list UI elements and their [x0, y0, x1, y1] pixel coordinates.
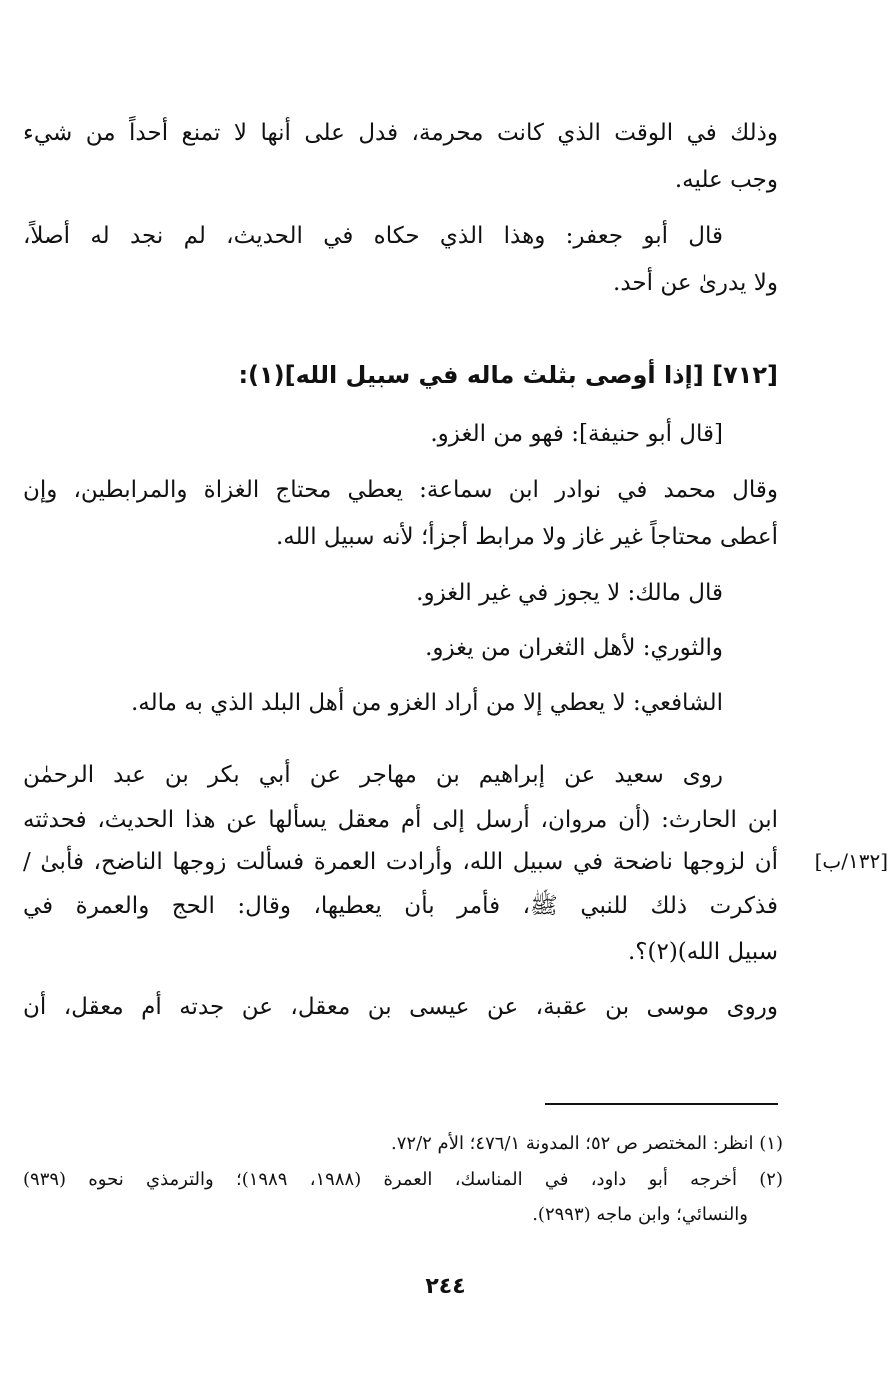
- paragraph-6: والثوري: لأهل الثغران من يغزو.: [425, 635, 723, 661]
- paragraph-1-line-1: وذلك في الوقت الذي كانت محرمة، فدل على أنها لا تمنع أحداً من شيء: [23, 120, 778, 146]
- paragraph-1-line-2: وجب عليه.: [674, 167, 778, 193]
- footnote-1: (١) انظر: المختصر ص ٥٢؛ المدونة ٤٧٦/١؛ الأم ٧٢/٢.: [391, 1133, 783, 1154]
- paragraph-4-line-2: أعطى محتاجاً غير غاز ولا مرابط أجزأ؛ لأنه سبيل الله.: [275, 524, 778, 550]
- paragraph-8-line-4: فذكرت ذلك للنبي ﷺ، فأمر بأن يعطيها، وقال: الحج والعمرة في: [23, 893, 778, 919]
- manuscript-folio-marker: [١٣٢/ب]: [814, 849, 888, 873]
- paragraph-8-line-3: أن لزوجها ناضحة في سبيل الله، وأرادت العمرة فسألت زوجها الناضح، فأبىٰ /: [23, 849, 778, 875]
- paragraph-2-line-2: ولا يدرىٰ عن أحد.: [613, 270, 778, 296]
- paragraph-8-line-1: روى سعيد عن إبراهيم بن مهاجر عن أبي بكر بن عبد الرحمٰن: [23, 762, 723, 788]
- paragraph-8-line-5: سبيل الله)(٢)؟.: [627, 939, 778, 965]
- paragraph-7: الشافعي: لا يعطي إلا من أراد الغزو من أهل البلد الذي به ماله.: [130, 690, 723, 716]
- paragraph-5: قال مالك: لا يجوز في غير الغزو.: [416, 580, 723, 606]
- paragraph-9: وروى موسى بن عقبة، عن عيسى بن معقل، عن جدته أم معقل، أن: [23, 994, 778, 1020]
- paragraph-2-line-1: قال أبو جعفر: وهذا الذي حكاه في الحديث، لم نجد له أصلاً،: [23, 223, 723, 249]
- section-heading: [٧١٢] [إذا أوصى بثلث ماله في سبيل الله](١):: [238, 361, 778, 389]
- page-number: ٢٤٤: [425, 1274, 466, 1299]
- paragraph-8-line-2: ابن الحارث: (أن مروان، أرسل إلى أم معقل يسألها عن هذا الحديث، فحدثته: [23, 807, 778, 833]
- footnote-2-line-1: (٢) أخرجه أبو داود، في المناسك، العمرة (١٩٨٨، ١٩٨٩)؛ والترمذي نحوه (٩٣٩): [23, 1169, 783, 1190]
- footnote-2-line-2: والنسائي؛ وابن ماجه (٢٩٩٣).: [532, 1204, 748, 1225]
- footnote-divider: [545, 1103, 778, 1105]
- paragraph-4-line-1: وقال محمد في نوادر ابن سماعة: يعطي محتاج الغزاة والمرابطين، وإن: [23, 477, 778, 503]
- paragraph-3: [قال أبو حنيفة]: فهو من الغزو.: [430, 421, 723, 447]
